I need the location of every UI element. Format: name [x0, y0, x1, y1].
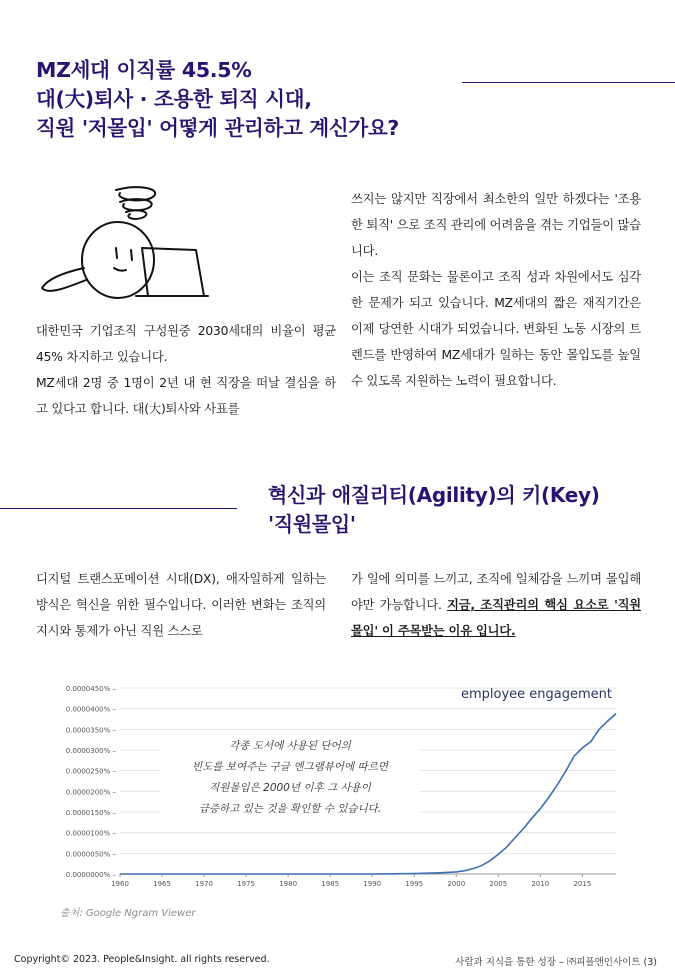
section-right-emphasis: 지금, 조직관리의 핵심 요소로 '직원몰입' 이 주목받는 이유 입니다.: [351, 598, 641, 638]
section-right-column: [351, 566, 641, 644]
y-tick-label: 0.0000050% –: [65, 850, 116, 859]
y-tick-label: 0.0000350% –: [65, 726, 116, 735]
section-right-text: 가 일에 의미를 느끼고, 조직에 일체감을 느끼며 몰입해야만 가능합니다.: [351, 572, 641, 612]
y-tick-label: 0.0000300% –: [65, 747, 116, 755]
footer-tagline: 사람과 지식을 통한 성장 – ㈜피플앤인사이트 (3): [455, 957, 657, 968]
chart-source: 출처: Google Ngram Viewer: [60, 908, 196, 919]
y-tick-label: 0.0000150% –: [65, 809, 116, 817]
x-tick-label: 2000: [447, 880, 466, 888]
intro-left-paragraph-2: MZ세대 2명 중 1명이 2년 내 현 직장을 떠날 결심을 하고 있다고 합니다. 대(大)퇴사와 사표를: [36, 376, 336, 416]
x-tick-label: 1990: [363, 880, 382, 888]
y-tick-label: 0.0000000% –: [65, 871, 116, 879]
x-tick-label: 2015: [573, 880, 592, 888]
section-right-paragraph: [351, 566, 641, 644]
annotation-line-1: 각종 도서에 사용된 단어의: [229, 740, 351, 752]
x-tick-label: 1970: [195, 880, 213, 888]
x-tick-label: 1980: [279, 880, 298, 888]
x-tick-label: 2010: [531, 880, 550, 888]
intro-right-paragraph-1: 쓰지는 않지만 직장에서 최소한의 일만 하겠다는 '조용한 퇴직' 으로 조직 관리에 어려움을 겪는 기업들이 많습니다.: [351, 192, 641, 258]
intro-right-column: [351, 186, 641, 394]
annotation-line-3: 직원몰입은 2000년 이후 그 사용이: [209, 782, 371, 794]
section-title-line-1: 혁신과 애질리티(Agility)의 키(Key): [268, 483, 600, 507]
y-tick-label: 0.0000450% –: [65, 685, 116, 693]
section-left-column: [36, 566, 326, 644]
intro-left-column: [36, 318, 336, 422]
tired-worker-illustration: [36, 180, 216, 310]
annotation-line-4: 급증하고 있는 것을 확인할 수 있습니다.: [198, 803, 382, 815]
y-tick-label: 0.0000400% –: [65, 705, 116, 714]
section-title-line-2: '직원몰입': [268, 512, 356, 536]
title-line-2: 대(大)퇴사 · 조용한 퇴직 시대,: [36, 87, 312, 111]
title-line-1: MZ세대 이직률 45.5%: [36, 58, 252, 82]
intro-left-paragraph-1: 대한민국 기업조직 구성원중 2030세대의 비율이 평균 45% 차지하고 있습니다.: [36, 324, 336, 364]
section-divider: [0, 508, 237, 509]
title-line-3: 직원 '저몰입' 어떻게 관리하고 계신가요?: [36, 116, 399, 140]
footer-copyright: Copyright© 2023. People&Insight. all rights reserved.: [14, 954, 270, 965]
section-left-paragraph: 디지털 트랜스포메이션 시대(DX), 애자일하게 일하는 방식은 혁신을 위한 필수입니다. 이러한 변화는 조직의 지시와 통제가 아닌 직원 스스로: [36, 572, 326, 638]
series-label: employee engagement: [460, 687, 612, 702]
x-tick-label: 1985: [321, 880, 340, 888]
y-tick-label: 0.0000250% –: [65, 767, 116, 776]
x-tick-label: 1960: [111, 880, 129, 888]
x-tick-label: 1965: [153, 880, 171, 888]
y-tick-label: 0.0000200% –: [65, 788, 116, 797]
page-title: [36, 56, 476, 143]
annotation-line-2: 빈도를 보여주는 구글 엔그램뷰어에 따르면: [192, 761, 388, 773]
y-tick-label: 0.0000100% –: [65, 829, 116, 838]
x-tick-label: 1975: [237, 880, 256, 888]
chart-annotation: [160, 736, 420, 820]
section-title: [268, 481, 658, 539]
intro-right-paragraph-2: 이는 조직 문화는 물론이고 조직 성과 차원에서도 심각한 문제가 되고 있습니다. MZ세대의 짧은 재직기간은 이제 당연한 시대가 되었습니다. 변화된 노동 시장의 트렌드를 반영하여 MZ세대가 일하는 동안 몰입도를 높일 수 있도록 지원하는 노력이 필요합니다.: [351, 270, 641, 388]
x-tick-label: 2005: [489, 880, 508, 888]
title-divider: [462, 82, 675, 83]
x-tick-label: 1995: [405, 880, 424, 888]
